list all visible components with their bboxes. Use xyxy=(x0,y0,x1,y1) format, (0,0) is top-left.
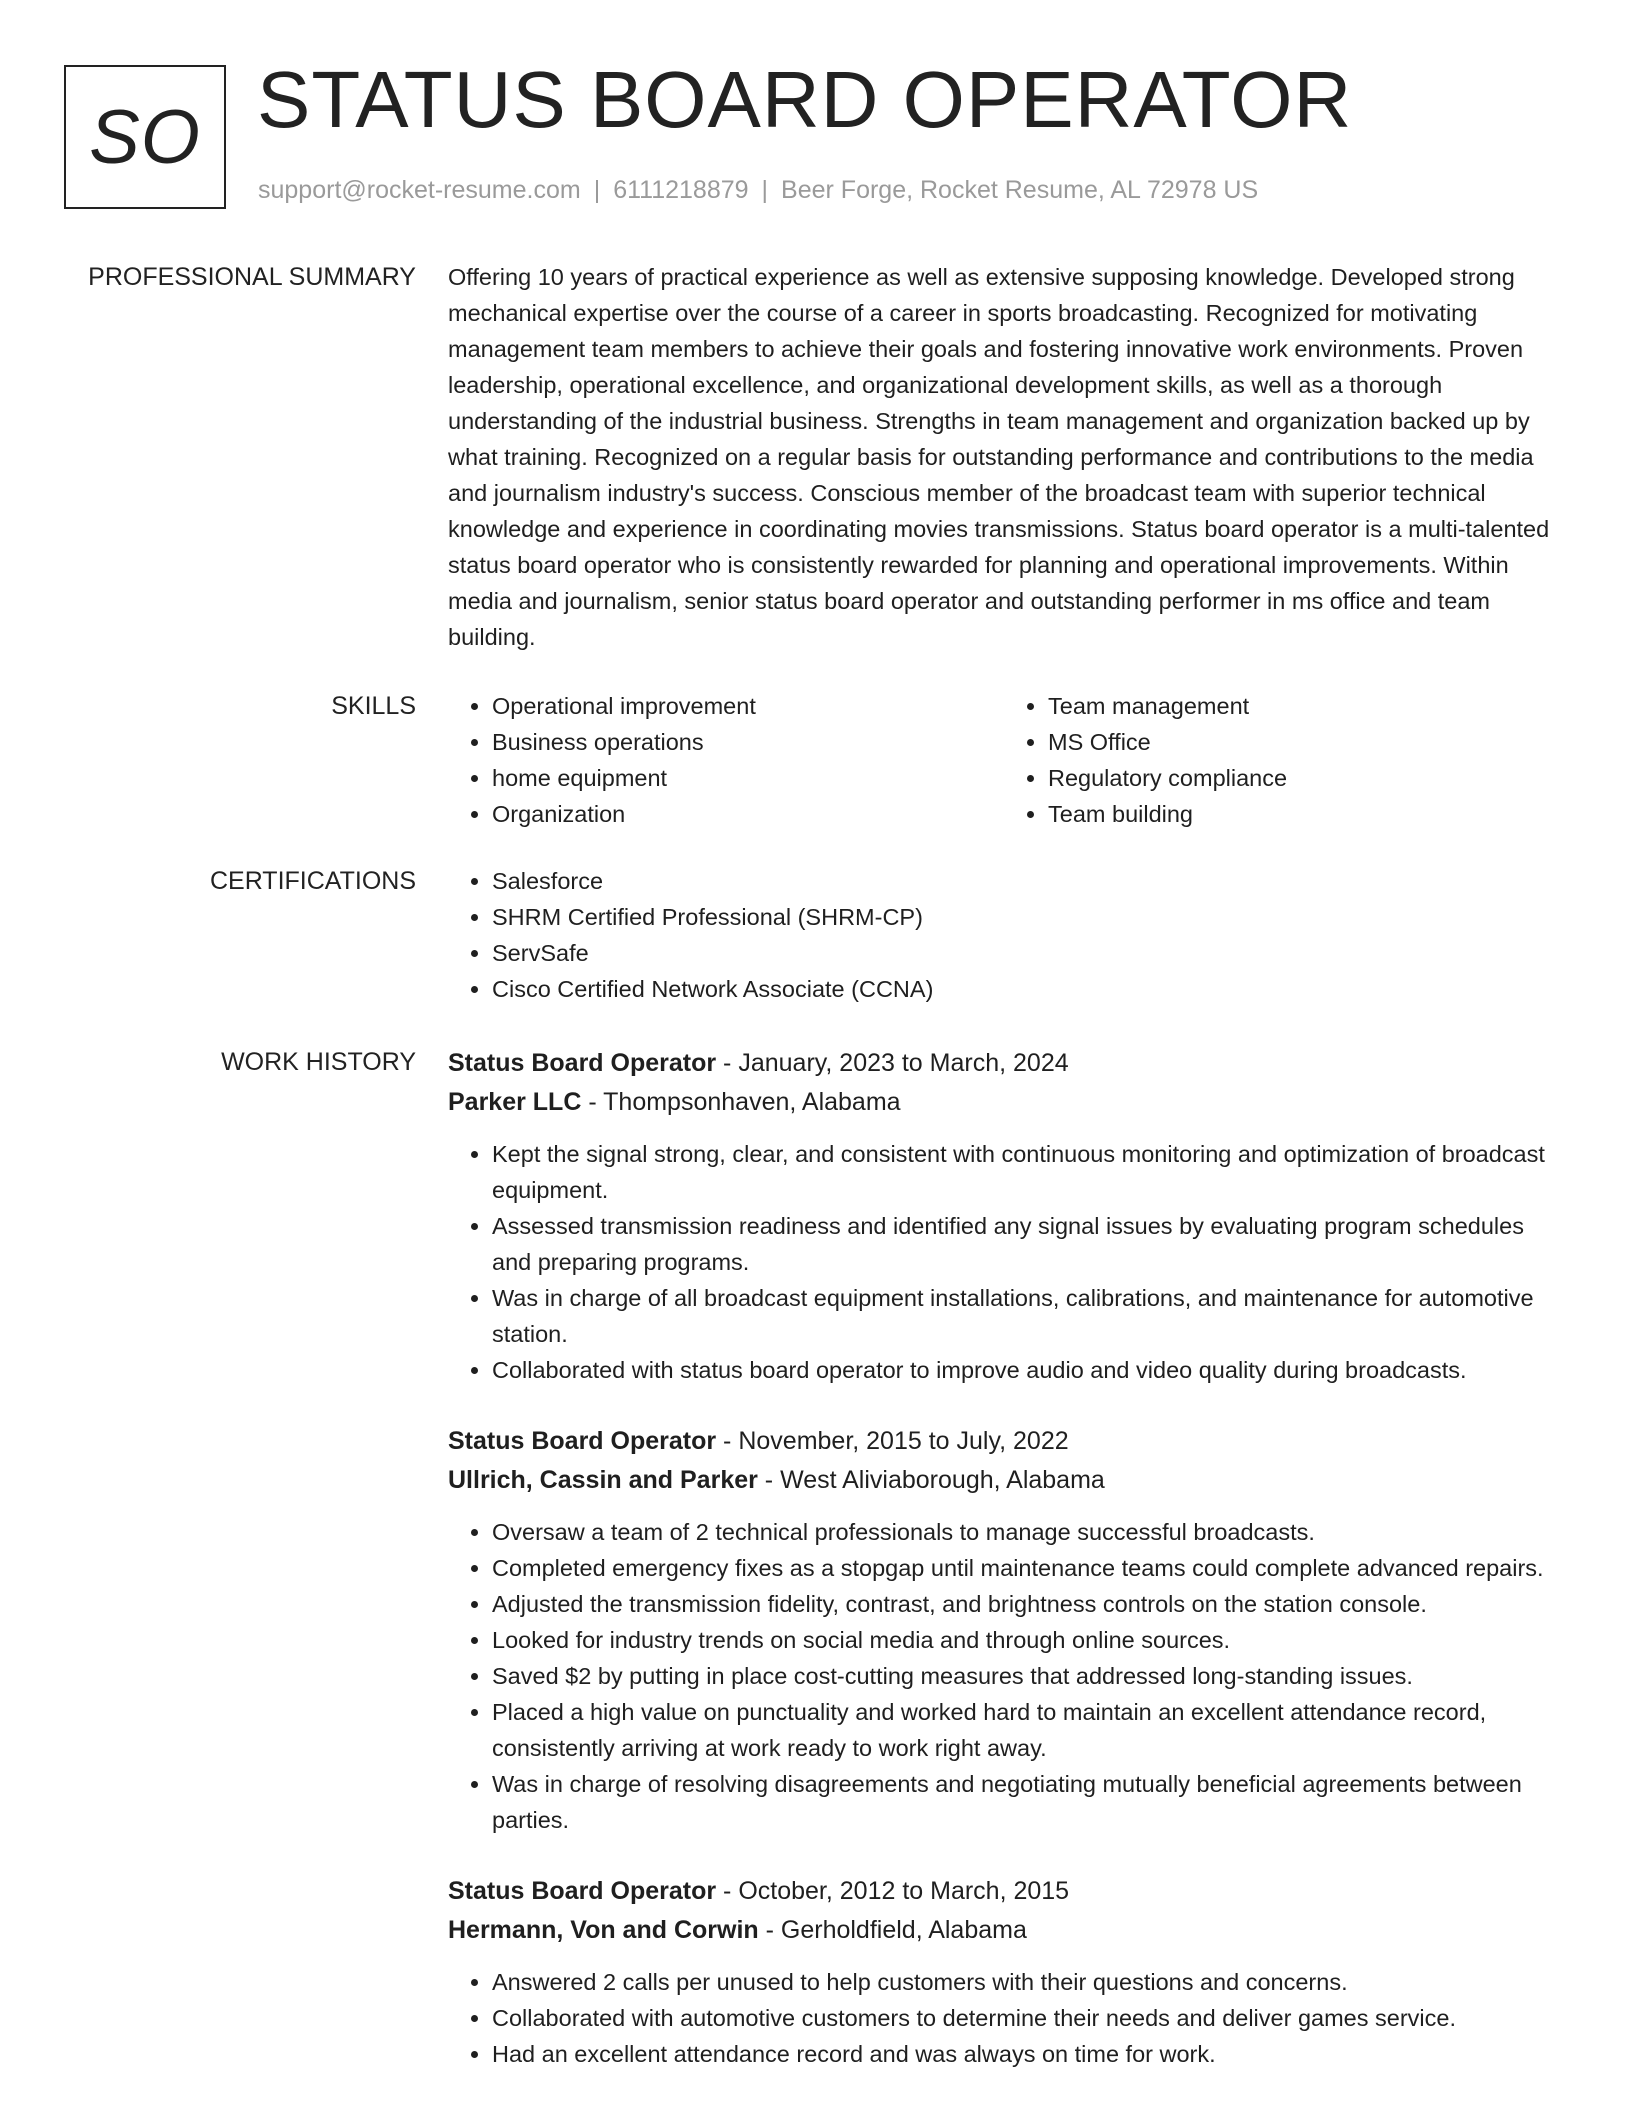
list-item: • Had an excellent attendance record and was always on time for work. xyxy=(492,2036,1560,2072)
job-bullets xyxy=(448,1964,1560,2072)
list-item: • SHRM Certified Professional (SHRM-CP) xyxy=(492,899,1560,935)
summary-body xyxy=(448,259,1560,655)
list-item: • Oversaw a team of 2 technical professionals to manage successful broadcasts. xyxy=(492,1514,1560,1550)
page-title: STATUS BOARD OPERATOR xyxy=(257,55,1353,144)
contact-line xyxy=(258,176,1258,205)
contact-address: Beer Forge, Rocket Resume, AL 72978 US xyxy=(781,176,1259,204)
job-dates: - November, 2015 to July, 2022 xyxy=(716,1427,1069,1455)
job-location: - Gerholdfield, Alabama xyxy=(758,1916,1027,1944)
list-item: • home equipment xyxy=(492,760,1004,796)
work-history-heading: WORK HISTORY xyxy=(221,1048,416,1076)
contact-phone: 6111218879 xyxy=(613,176,749,204)
list-item: • Collaborated with status board operator to improve audio and video quality during broadcasts. xyxy=(492,1352,1560,1388)
list-item: • Adjusted the transmission fidelity, contrast, and brightness controls on the station console. xyxy=(492,1586,1560,1622)
job-entry xyxy=(448,1044,1560,1388)
certifications-heading: CERTIFICATIONS xyxy=(209,867,416,895)
summary-heading: PROFESSIONAL SUMMARY xyxy=(88,263,416,291)
job-title: Status Board Operator xyxy=(448,1877,717,1905)
job-title: Status Board Operator xyxy=(448,1049,717,1077)
job-title-line xyxy=(448,1422,1560,1461)
contact-separator: | xyxy=(593,176,601,204)
job-dates: - October, 2012 to March, 2015 xyxy=(716,1877,1070,1905)
skills-list-right xyxy=(1004,688,1560,832)
skills-body xyxy=(448,688,1560,832)
job-company: Parker LLC xyxy=(448,1088,582,1116)
job-bullets xyxy=(448,1136,1560,1388)
list-item: • Regulatory compliance xyxy=(1048,760,1560,796)
list-item: • Collaborated with automotive customers to determine their needs and deliver games service. xyxy=(492,2000,1560,2036)
job-title: Status Board Operator xyxy=(448,1427,717,1455)
list-item: • Cisco Certified Network Associate (CCNA) xyxy=(492,971,1560,1007)
job-company-line xyxy=(448,1461,1560,1500)
certifications-list xyxy=(448,863,1560,1007)
job-title-line xyxy=(448,1044,1560,1083)
list-item: • Was in charge of resolving disagreements and negotiating mutually beneficial agreements between parties. xyxy=(492,1766,1560,1838)
list-item: • Looked for industry trends on social media and through online sources. xyxy=(492,1622,1560,1658)
list-item: • Business operations xyxy=(492,724,1004,760)
contact-email: support@rocket-resume.com xyxy=(258,176,581,204)
list-item: • MS Office xyxy=(1048,724,1560,760)
list-item: • Team building xyxy=(1048,796,1560,832)
job-company: Hermann, Von and Corwin xyxy=(448,1916,759,1944)
contact-separator: | xyxy=(761,176,769,204)
list-item: • Saved $2 by putting in place cost-cutting measures that addressed long-standing issues. xyxy=(492,1658,1560,1694)
list-item: • Answered 2 calls per unused to help customers with their questions and concerns. xyxy=(492,1964,1560,2000)
job-dates: - January, 2023 to March, 2024 xyxy=(716,1049,1069,1077)
list-item: • Was in charge of all broadcast equipment installations, calibrations, and maintenance for automotive station. xyxy=(492,1280,1560,1352)
job-location: - West Aliviaborough, Alabama xyxy=(757,1466,1105,1494)
job-title-line xyxy=(448,1872,1560,1911)
list-item: • Kept the signal strong, clear, and consistent with continuous monitoring and optimization of broadcast equipment. xyxy=(492,1136,1560,1208)
job-company-line xyxy=(448,1911,1560,1950)
job-entry xyxy=(448,1422,1560,1838)
job-bullets xyxy=(448,1514,1560,1838)
work-history-body xyxy=(448,1044,1560,2106)
list-item: • Completed emergency fixes as a stopgap until maintenance teams could complete advanced repairs. xyxy=(492,1550,1560,1586)
list-item: • Assessed transmission readiness and identified any signal issues by evaluating program schedules and preparing programs. xyxy=(492,1208,1560,1280)
list-item: • Organization xyxy=(492,796,1004,832)
skills-list-left xyxy=(448,688,1004,832)
list-item: • ServSafe xyxy=(492,935,1560,971)
summary-text: Offering 10 years of practical experience as well as extensive supposing knowledge. Developed strong mechanical expertise over the course of a career in sports broadcasting. Recognized for motivating management team members to achieve their goals and fostering innovative work environments. Proven leadership, operational excellence, and organizational development skills, as well as a thorough understanding of the industrial business. Strengths in team management and organization backed up by what training. Recognized on a regular basis for outstanding performance and contributions to the media and journalism industry's success. Conscious member of the broadcast team with superior technical knowledge and experience in coordinating movies transmissions. Status board operator is a multi-talented status board operator who is consistently rewarded for planning and operational improvements. Within media and journalism, senior status board operator and outstanding performer in ms office and team building. xyxy=(448,264,1550,650)
list-item: • Salesforce xyxy=(492,863,1560,899)
monogram-logo: SO xyxy=(64,65,226,209)
list-item: • Team management xyxy=(1048,688,1560,724)
job-entry xyxy=(448,1872,1560,2072)
job-company: Ullrich, Cassin and Parker xyxy=(448,1466,758,1494)
certifications-body xyxy=(448,863,1560,1007)
list-item: • Operational improvement xyxy=(492,688,1004,724)
job-company-line xyxy=(448,1083,1560,1122)
job-location: - Thompsonhaven, Alabama xyxy=(581,1088,901,1116)
skills-heading: SKILLS xyxy=(331,692,416,720)
list-item: • Placed a high value on punctuality and worked hard to maintain an excellent attendance record, consistently arriving at work ready to work right away. xyxy=(492,1694,1560,1766)
